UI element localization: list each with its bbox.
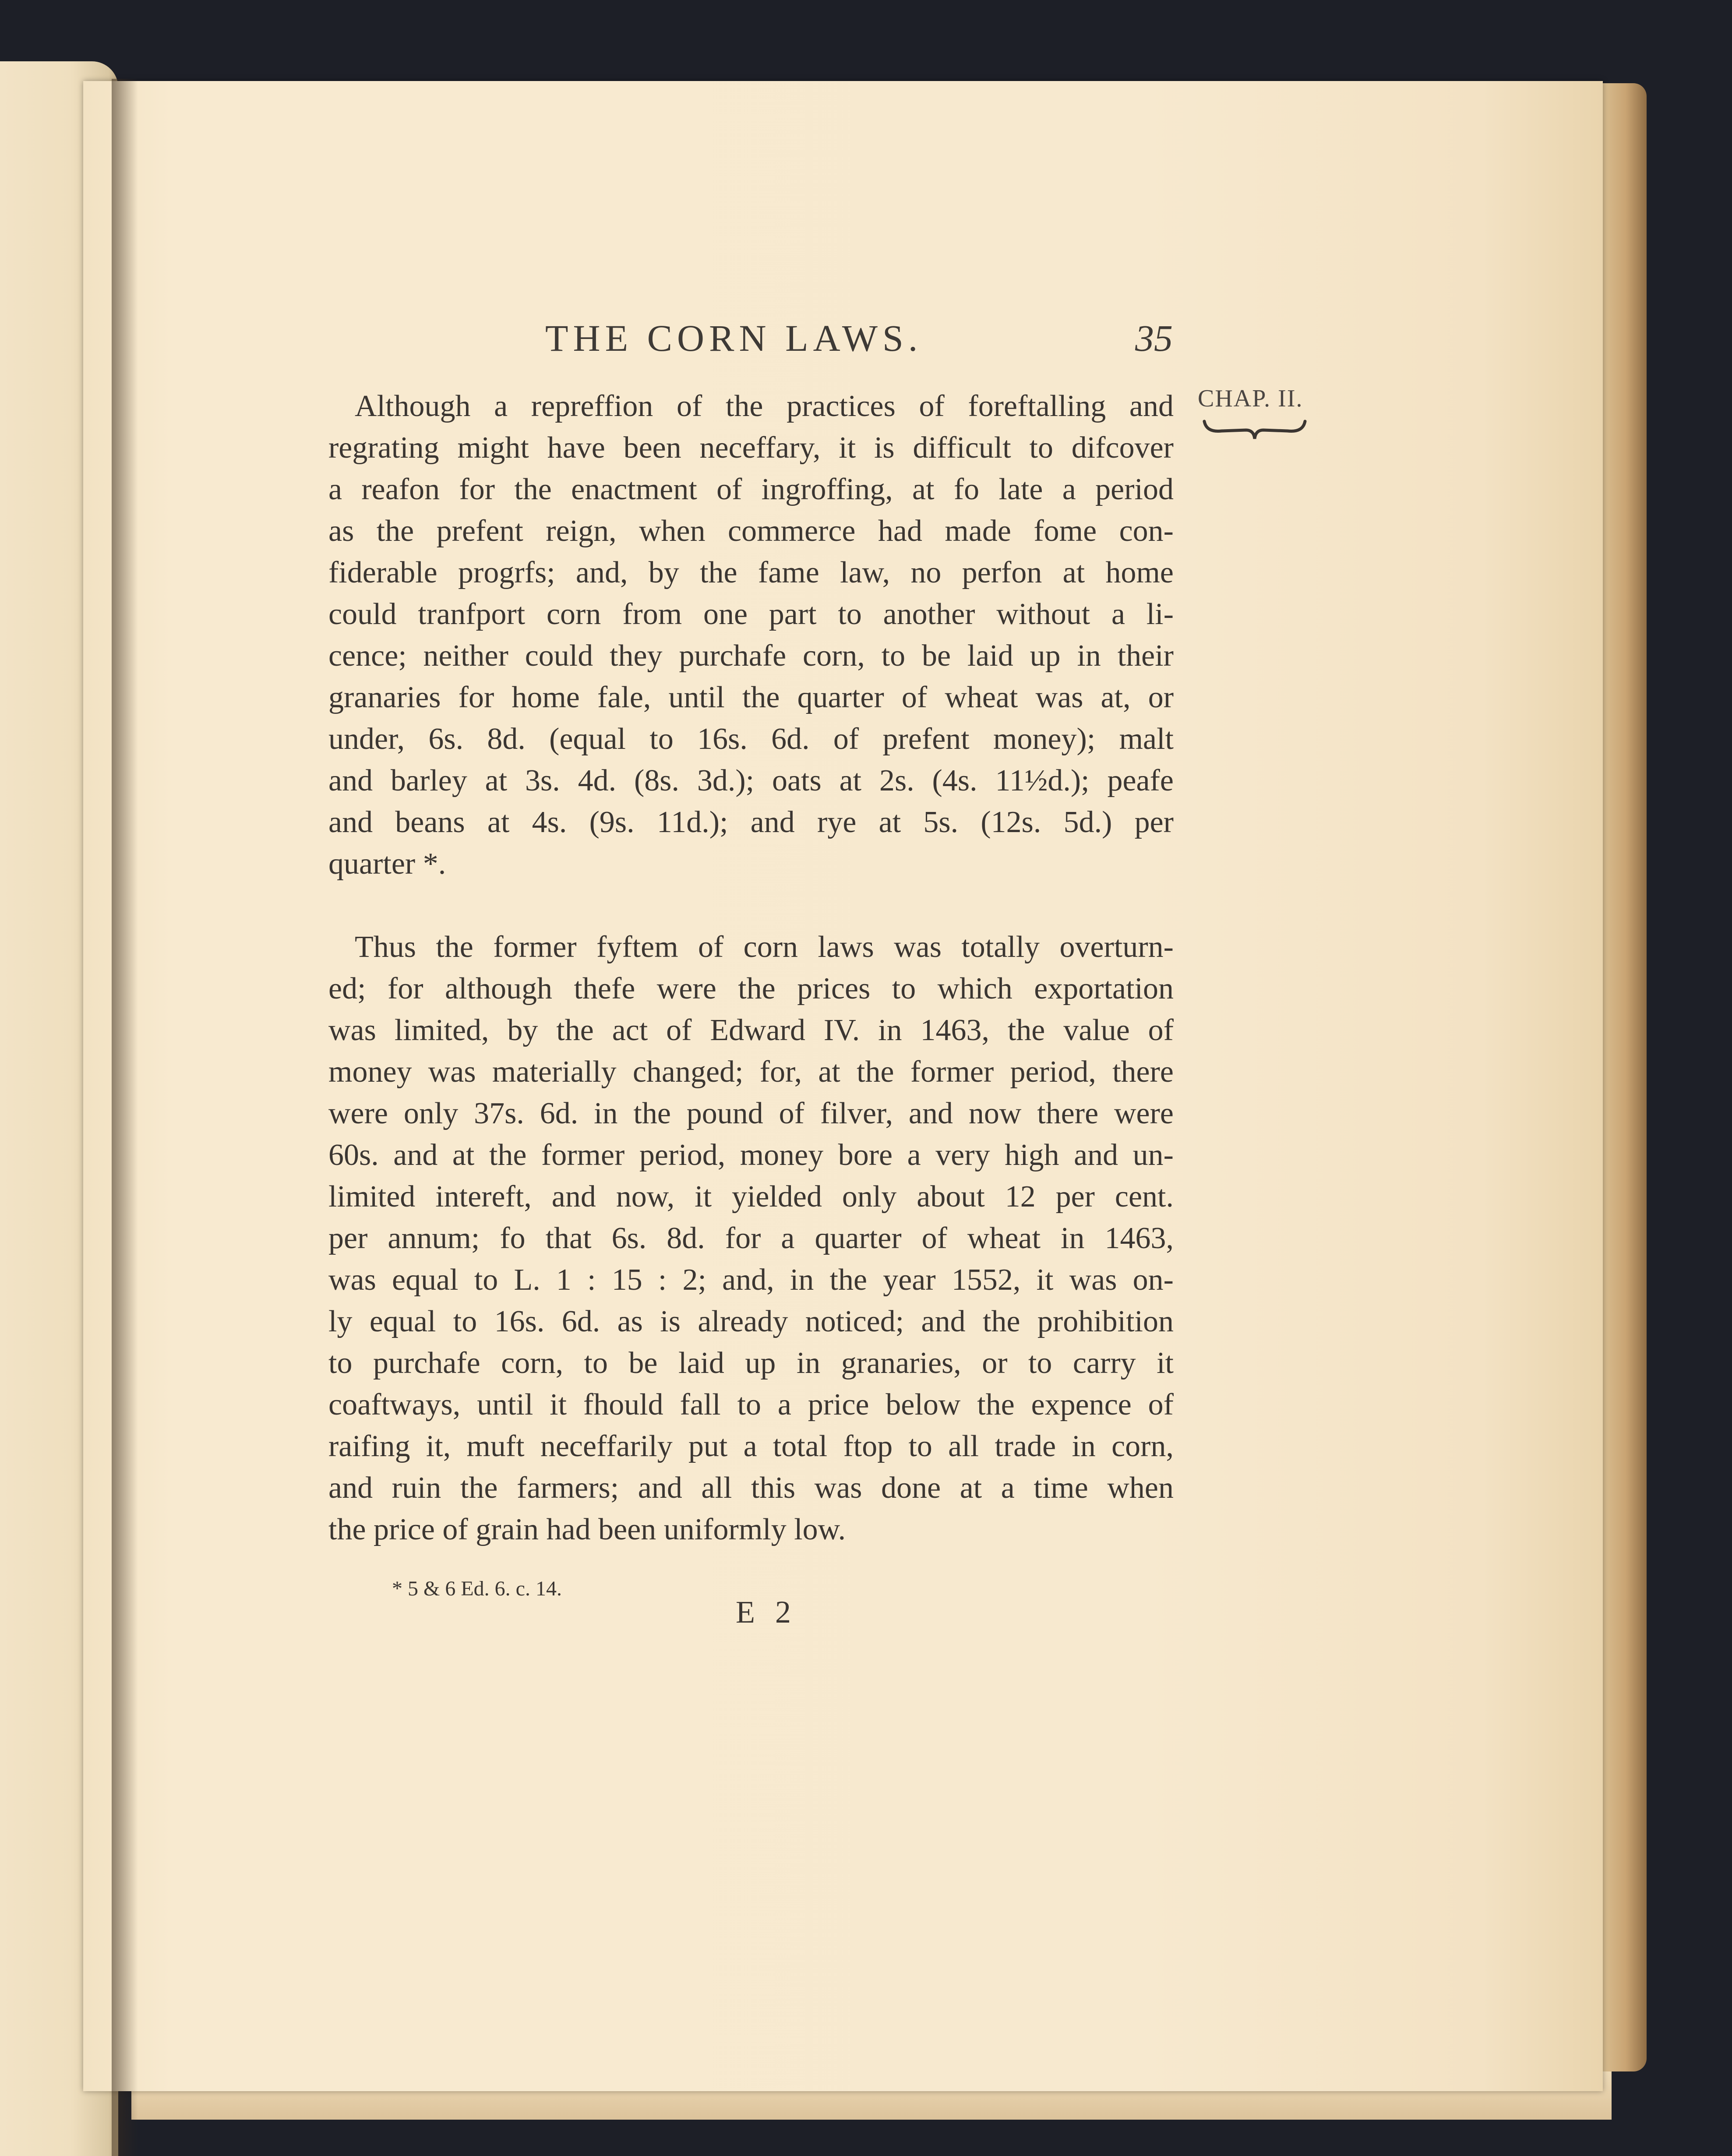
text-line: fiderable progrfs; and, by the fame law, no perfon at home	[328, 556, 1174, 589]
signature-mark: E 2	[736, 1595, 797, 1630]
brace-ornament-icon	[1202, 416, 1307, 442]
text-line: cence; neither could they purchafe corn, to be laid up in their	[328, 639, 1174, 673]
text-line: under, 6s. 8d. (equal to 16s. 6d. of prefent money); malt	[328, 722, 1174, 756]
text-line: granaries for home fale, until the quarter of wheat was at, or	[328, 681, 1174, 714]
chapter-marginal-note: CHAP. II.	[1198, 385, 1303, 412]
text-line: limited intereft, and now, it yielded only about 12 per cent.	[328, 1180, 1174, 1214]
text-line: Although a repreffion of the practices of foreftalling and	[355, 389, 1174, 423]
text-line: ed; for although thefe were the prices to which exportation	[328, 972, 1174, 1006]
text-line: was equal to L. 1 : 15 : 2; and, in the year 1552, it was on-	[328, 1263, 1174, 1297]
text-line: regrating might have been neceffary, it is difficult to difcover	[328, 431, 1174, 465]
text-line: Thus the former fyftem of corn laws was totally overturn-	[355, 930, 1174, 964]
text-line: a reafon for the enactment of ingroffing, at fo late a period	[328, 473, 1174, 506]
text-line: was limited, by the act of Edward IV. in 1463, the value of	[328, 1013, 1174, 1047]
text-line: the price of grain had been uniformly low.	[328, 1513, 846, 1546]
footnote: * 5 & 6 Ed. 6. c. 14.	[392, 1577, 562, 1600]
text-line: ly equal to 16s. 6d. as is already noticed; and the prohibition	[328, 1305, 1174, 1338]
text-line: coaftways, until it fhould fall to a price below the expence of	[328, 1388, 1174, 1422]
spine-shadow	[112, 79, 138, 2156]
text-line: to purchafe corn, to be laid up in granaries, or to carry it	[328, 1346, 1174, 1380]
running-head: THE CORN LAWS.	[545, 317, 923, 359]
text-line: and barley at 3s. 4d. (8s. 3d.); oats at 2s. (4s. 11½d.); peafe	[328, 764, 1174, 797]
text-line: 60s. and at the former period, money bore a very high and un-	[328, 1138, 1174, 1172]
text-line: as the prefent reign, when commerce had made fome con-	[328, 514, 1174, 548]
text-line: could tranfport corn from one part to another without a li-	[328, 597, 1174, 631]
text-line: quarter *.	[328, 847, 446, 881]
text-line: and ruin the farmers; and all this was done at a time when	[328, 1471, 1174, 1505]
page-number: 35	[1135, 317, 1173, 359]
text-line: were only 37s. 6d. in the pound of filver, and now there were	[328, 1097, 1174, 1130]
text-line: and beans at 4s. (9s. 11d.); and rye at 5s. (12s. 5d.) per	[328, 805, 1174, 839]
text-line: raifing it, muft neceffarily put a total ftop to all trade in corn,	[328, 1429, 1174, 1463]
text-line: per annum; fo that 6s. 8d. for a quarter of wheat in 1463,	[328, 1221, 1174, 1255]
paragraph-2	[328, 926, 1174, 1550]
paragraph-1	[328, 385, 1174, 885]
text-line: money was materially changed; for, at the former period, there	[328, 1055, 1174, 1089]
